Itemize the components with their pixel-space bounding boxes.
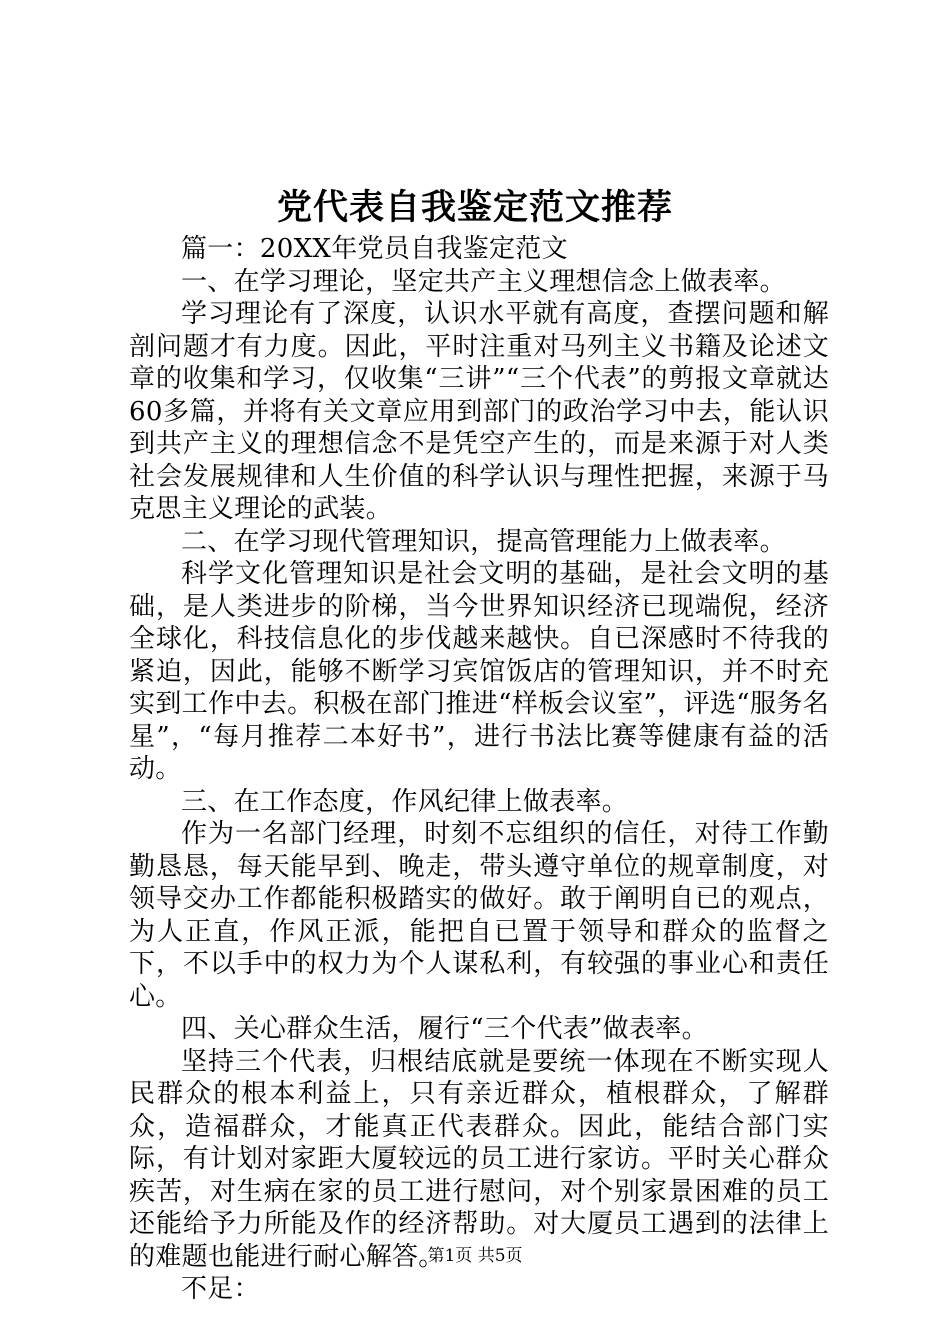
body-paragraph: 坚持三个代表，归根结底就是要统一体现在不断实现人民群众的根本利益上，只有亲近群众，植根群众，了解群众，造福群众，才能真正代表群众。因此，能结合部门实际，有计划对家距大厦较远的员工进行家访。平时关心群众疾苦，对生病在家的员工进行慰问，对个别家景困难的员工还能给予力所能及作的经济帮助。对大厦员工遇到的法律上的难题也能进行耐心解答。 bbox=[129, 1046, 829, 1272]
document-body bbox=[129, 233, 829, 1306]
subsection-heading: 四、关心群众生活，履行“三个代表”做表率。 bbox=[181, 1014, 708, 1044]
body-paragraph: 不足： bbox=[181, 1274, 260, 1304]
body-paragraph: 学习理论有了深度，认识水平就有高度，查摆问题和解剖问题才有力度。因此，平时注重对马列主义书籍及论述文章的收集和学习，仅收集“三讲”“三个代表”的剪报文章就达60多篇，并将有关文章应用到部门的政治学习中去，能认识到共产主义的理想信念不是凭空产生的，而是来源于对人类社会发展规律和人生价值的科学认识与理性把握，来源于马克思主义理论的武装。 bbox=[129, 299, 829, 524]
subsection-heading: 二、在学习现代管理知识，提高管理能力上做表率。 bbox=[181, 526, 786, 557]
body-paragraph: 作为一名部门经理，时刻不忘组织的信任，对待工作勤勤恳恳，每天能早到、晚走，带头遵守单位的规章制度，对领导交办工作都能积极踏实的做好。敢于阐明自已的观点，为人正直，作风正派，能把自已置于领导和群众的监督之下，不以手中的权力为个人谋私利，有较强的事业心和责任心。 bbox=[129, 819, 829, 1012]
page-footer: 第1页 共5页 bbox=[427, 1246, 523, 1266]
document-title: 党代表自我鉴定范文推荐 bbox=[276, 187, 673, 228]
subsection-heading: 一、在学习理论，坚定共产主义理想信念上做表率。 bbox=[181, 266, 786, 297]
body-paragraph: 科学文化管理知识是社会文明的基础，是社会文明的基础，是人类进步的阶梯，当今世界知识经济已现端倪，经济全球化，科技信息化的步伐越来越快。自已深感时不待我的紧迫，因此，能够不断学习宾馆饭店的管理知识，并不时充实到工作中去。积极在部门推进“样板会议室”，评选“服务名星”，“每月推荐二本好书”，进行书法比赛等健康有益的活动。 bbox=[129, 559, 829, 784]
section-heading: 篇一：20XX年党员自我鉴定范文 bbox=[181, 234, 568, 264]
subsection-heading: 三、在工作态度，作风纪律上做表率。 bbox=[181, 786, 629, 817]
